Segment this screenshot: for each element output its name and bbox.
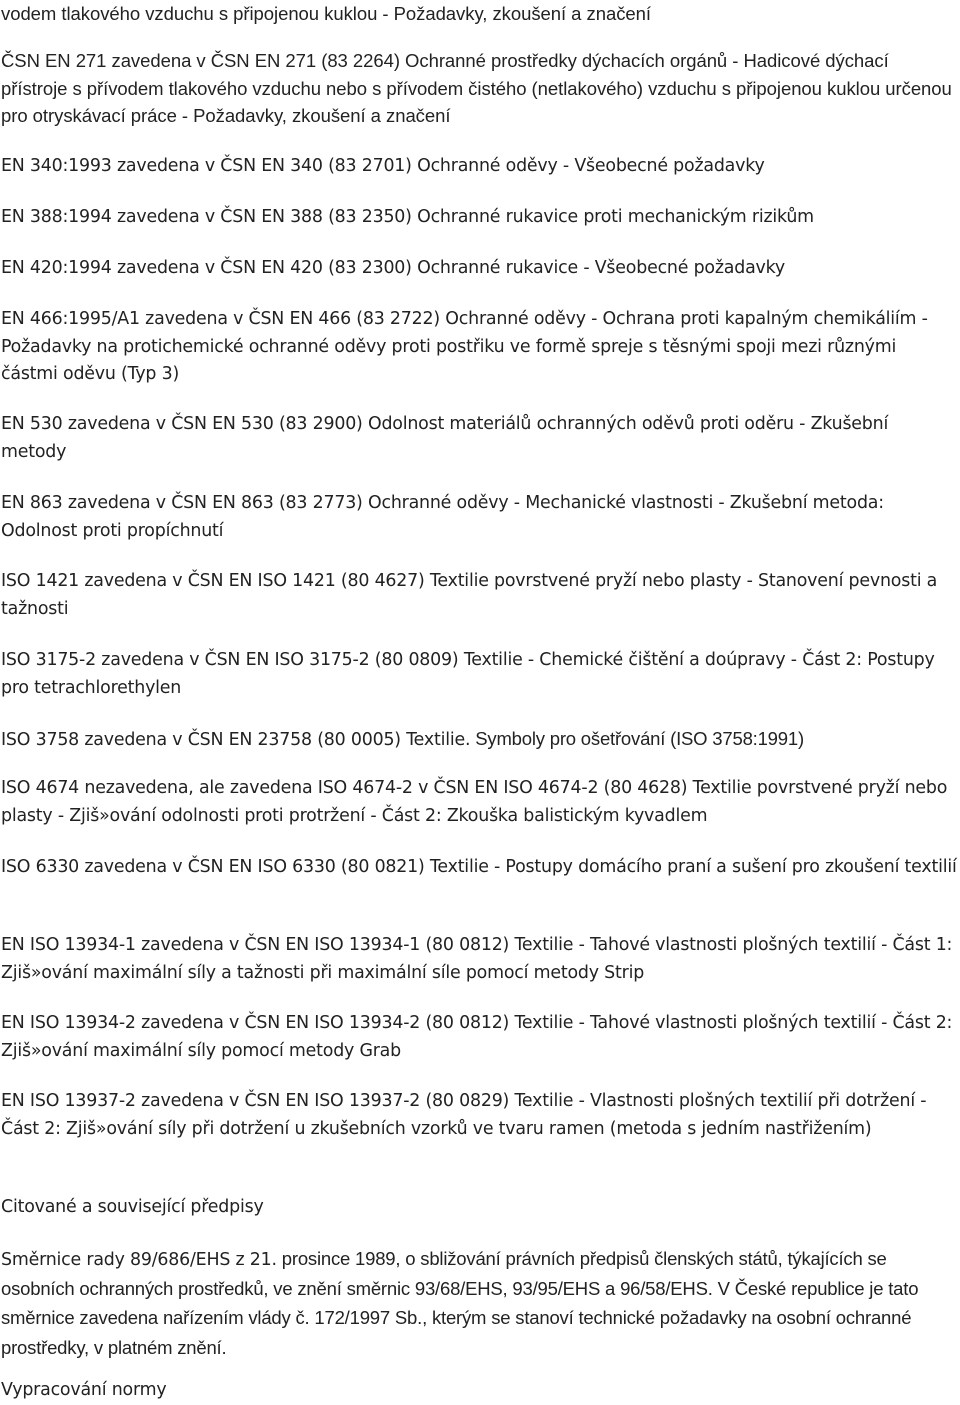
paragraph-iso-3758-lead: ISO 3758 zavedena v ČSN EN 23758 (80 0005) Textilie.	[1, 730, 471, 750]
paragraph-directive-tail: prosince 1989, o sbližování právních předpisů členských států, týkajících se osobních ochranných prostředků, ve znění směrnic 93/68/EHS, 93/95/EHS a 96/58/EHS. V České republice je tato směrnice zavedena nařízením vlády č. 172/1997 Sb., kterým se stanoví technické požadavky na osobní ochranné prostředky, v platném znění.	[1, 1248, 919, 1358]
paragraph-en-271: ČSN EN 271 zavedena v ČSN EN 271 (83 2264) Ochranné prostředky dýchacích orgánů - Hadicové dýchací přístroje s přívodem tlakového vzduchu nebo s přívodem čistého (netlakového) vzduchu s připojenou kuklou určenou pro otryskávací práce - Požadavky, zkoušení a značení	[1, 50, 952, 126]
paragraph-en-420: EN 420:1994 zavedena v ČSN EN 420 (83 2300) Ochranné rukavice - Všeobecné požadavky	[1, 258, 785, 278]
paragraph-heading-continuation: vodem tlakového vzduchu s připojenou kuklou - Požadavky, zkoušení a značení	[1, 3, 651, 24]
paragraph-directive-lead: Směrnice rady 89/686/EHS z 21.	[1, 1250, 277, 1270]
paragraph-en-340: EN 340:1993 zavedena v ČSN EN 340 (83 2701) Ochranné oděvy - Všeobecné požadavky	[1, 156, 765, 176]
paragraph-iso-3758-tail: Symboly pro ošetřování (ISO 3758:1991)	[470, 728, 804, 749]
paragraph-en-iso-13937-2: EN ISO 13937-2 zavedena v ČSN EN ISO 13937-2 (80 0829) Textilie - Vlastnosti plošných textilií při dotržení - Část 2: Zjiš»ování síly při dotržení u zkušebních vzorků ve tvaru ramen (metoda s jedním nastřižením)	[1, 1091, 927, 1139]
paragraph-iso-1421: ISO 1421 zavedena v ČSN EN ISO 1421 (80 4627) Textilie povrstvené pryží nebo plasty - Stanovení pevnosti a tažnosti	[1, 571, 938, 619]
paragraph-directive-89-686	[1, 1245, 958, 1363]
paragraph-iso-6330: ISO 6330 zavedena v ČSN EN ISO 6330 (80 0821) Textilie - Postupy domácího praní a sušení pro zkoušení textilií	[1, 857, 957, 877]
paragraph-iso-3758	[1, 725, 958, 755]
paragraph-en-863: EN 863 zavedena v ČSN EN 863 (83 2773) Ochranné oděvy - Mechanické vlastnosti - Zkušební metoda: Odolnost proti propíchnutí	[1, 493, 884, 541]
paragraph-en-iso-13934-2: EN ISO 13934-2 zavedena v ČSN EN ISO 13934-2 (80 0812) Textilie - Tahové vlastnosti plošných textilií - Část 2: Zjiš»ování maximální síly pomocí metody Grab	[1, 1013, 953, 1061]
paragraph-iso-4674: ISO 4674 nezavedena, ale zavedena ISO 4674-2 v ČSN EN ISO 4674-2 (80 4628) Textilie povrstvené pryží nebo plasty - Zjiš»ování odolnosti proti protržení - Část 2: Zkouška balistickým kyvadlem	[1, 778, 948, 826]
paragraph-en-530: EN 530 zavedena v ČSN EN 530 (83 2900) Odolnost materiálů ochranných oděvů proti oděru - Zkušební metody	[1, 414, 889, 462]
paragraph-en-466: EN 466:1995/A1 zavedena v ČSN EN 466 (83 2722) Ochranné oděvy - Ochrana proti kapalným chemikáliím - Požadavky na protichemické ochranné oděvy proti postřiku ve formě spreje s těsnými spoji mezi různými částmi oděvu (Typ 3)	[1, 309, 928, 384]
paragraph-en-388: EN 388:1994 zavedena v ČSN EN 388 (83 2350) Ochranné rukavice proti mechanickým rizikům	[1, 207, 814, 227]
paragraph-en-iso-13934-1: EN ISO 13934-1 zavedena v ČSN EN ISO 13934-1 (80 0812) Textilie - Tahové vlastnosti plošných textilií - Část 1: Zjiš»ování maximální síly a tažnosti při maximální síle pomocí metody Strip	[1, 935, 953, 983]
section-heading-standard-preparation: Vypracování normy	[1, 1380, 167, 1400]
section-heading-cited-regulations: Citované a související předpisy	[1, 1197, 264, 1217]
paragraph-iso-3175-2: ISO 3175-2 zavedena v ČSN EN ISO 3175-2 (80 0809) Textilie - Chemické čištění a doúpravy - Část 2: Postupy pro tetrachlorethylen	[1, 650, 935, 698]
